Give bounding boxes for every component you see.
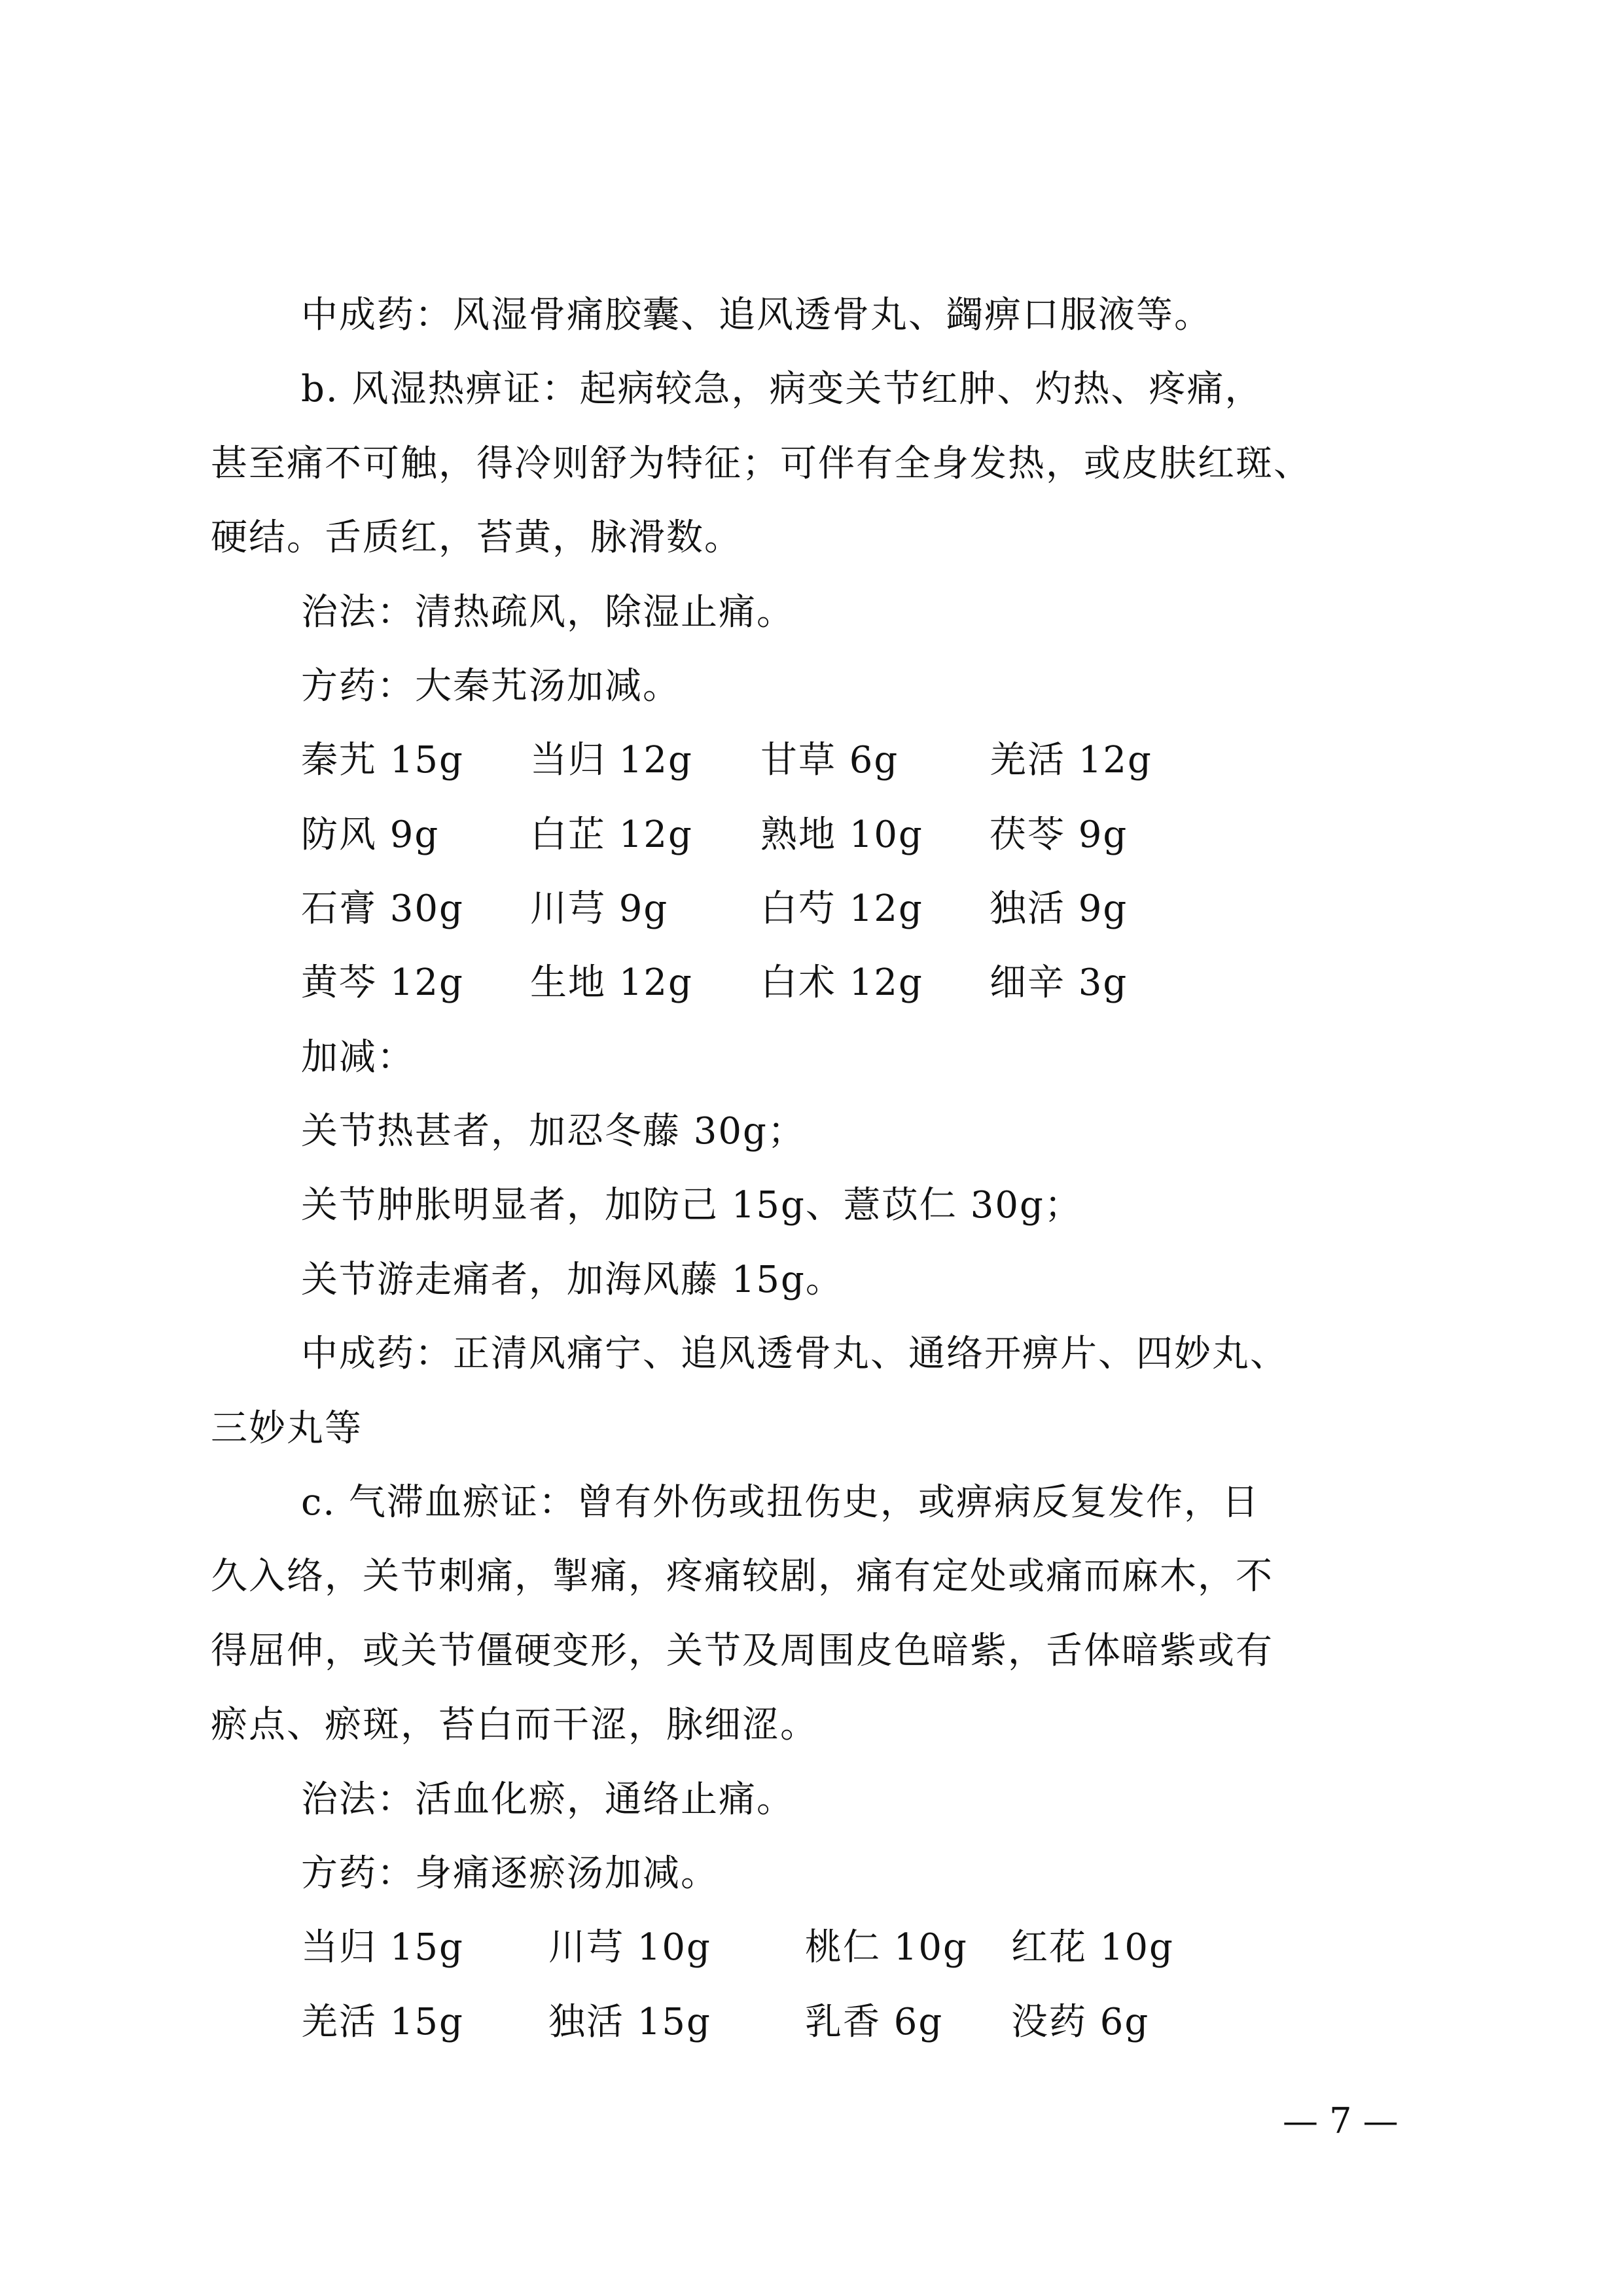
text-line-12: 三妙丸等 (211, 1407, 363, 1450)
text-line-9: 关节肿胀明显者，加防己 15g、薏苡仁 30g； (301, 1184, 1082, 1227)
herb-cell: 白术 12g (760, 961, 923, 1004)
text-line-6: 方药：大秦艽汤加减。 (301, 665, 681, 708)
text-line-10: 关节游走痛者，加海风藤 15g。 (301, 1259, 844, 1301)
page-number: — 7 — (1283, 2100, 1399, 2142)
text-line-5: 治法：清热疏风，除湿止痛。 (301, 591, 794, 634)
herb-cell: 防风 9g (301, 814, 440, 856)
herb-cell: 独活 15g (548, 2001, 711, 2043)
text-line-16: 瘀点、瘀斑，苔白而干涩，脉细涩。 (211, 1704, 818, 1746)
herb-cell: 茯苓 9g (990, 814, 1128, 856)
herb-cell: 乳香 6g (805, 2001, 944, 2043)
herb-cell: 生地 12g (530, 961, 693, 1004)
text-line-3: 甚至痛不可触，得冷则舒为特征；可伴有全身发热，或皮肤红斑、 (211, 442, 1311, 485)
text-line-13: c. 气滞血瘀证：曾有外伤或扭伤史，或痹病反复发作，日 (301, 1481, 1260, 1524)
herb-cell: 秦艽 15g (301, 739, 464, 781)
herb-cell: 当归 15g (301, 1926, 464, 1969)
herb-cell: 川芎 9g (530, 888, 669, 930)
herb-cell: 白芍 12g (760, 888, 923, 930)
text-line-2: b. 风湿热痹证：起病较急，病变关节红肿、灼热、疼痛， (301, 368, 1263, 410)
text-line-18: 方药：身痛逐瘀汤加减。 (301, 1852, 719, 1895)
herb-cell: 甘草 6g (760, 739, 899, 781)
herb-cell: 川芎 10g (548, 1926, 711, 1969)
herb-cell: 羌活 15g (301, 2001, 464, 2043)
text-line-8: 关节热甚者，加忍冬藤 30g； (301, 1110, 806, 1153)
text-line-11: 中成药：正清风痛宁、追风透骨丸、通络开痹片、四妙丸、 (301, 1333, 1288, 1375)
herb-cell: 独活 9g (990, 888, 1128, 930)
text-line-17: 治法：活血化瘀，通络止痛。 (301, 1778, 794, 1821)
herb-cell: 黄芩 12g (301, 961, 464, 1004)
herb-cell: 没药 6g (1011, 2001, 1150, 2043)
herb-cell: 白芷 12g (530, 814, 693, 856)
herb-cell: 羌活 12g (990, 739, 1152, 781)
text-line-4: 硬结。舌质红，苔黄，脉滑数。 (211, 516, 742, 559)
herb-cell: 红花 10g (1011, 1926, 1174, 1969)
herb-cell: 细辛 3g (990, 961, 1128, 1004)
text-line-14: 久入络，关节刺痛，掣痛，疼痛较剧，痛有定处或痛而麻木，不 (211, 1555, 1274, 1598)
herb-cell: 石膏 30g (301, 888, 464, 930)
text-line-1: 中成药：风湿骨痛胶囊、追风透骨丸、蠲痹口服液等。 (301, 294, 1212, 336)
herb-cell: 当归 12g (530, 739, 693, 781)
herb-cell: 熟地 10g (760, 814, 923, 856)
herb-cell: 桃仁 10g (805, 1926, 968, 1969)
text-line-15: 得屈伸，或关节僵硬变形，关节及周围皮色暗紫，舌体暗紫或有 (211, 1630, 1274, 1672)
text-line-7: 加减： (301, 1036, 415, 1079)
